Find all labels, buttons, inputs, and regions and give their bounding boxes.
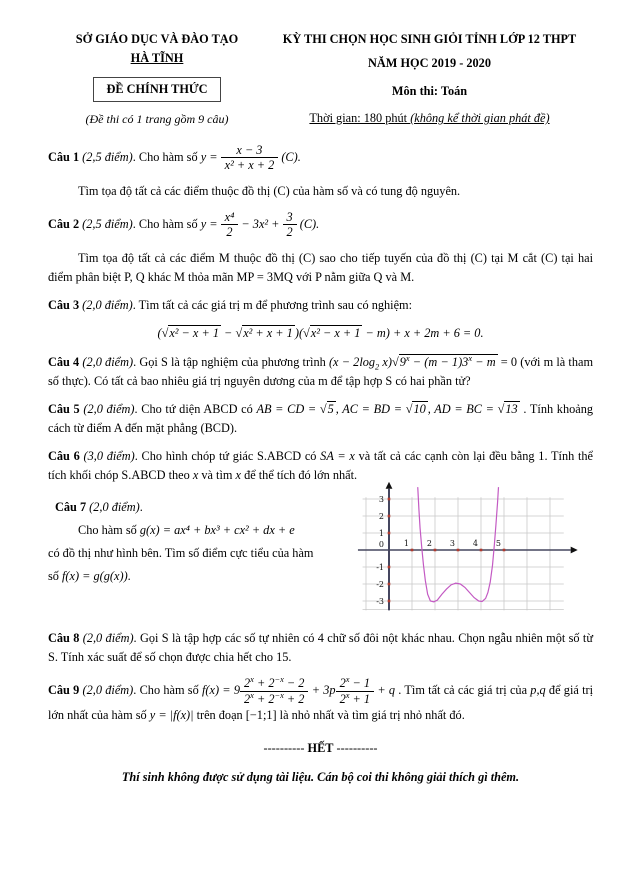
svg-text:2: 2	[426, 539, 432, 549]
q2-formula: y = $\frac{\text{x⁴}}{2}$ − 3x² + $\frac{3}{2}$ (C).	[200, 209, 320, 240]
subject: Môn thi: Toán	[391, 84, 468, 99]
q3-label: Câu 3	[48, 297, 80, 312]
svg-text:5: 5	[495, 539, 501, 549]
svg-text:-1: -1	[376, 563, 384, 573]
q6-label: Câu 6	[48, 449, 80, 464]
q9-label: Câu 9	[48, 683, 80, 698]
question-1-part2: Tìm tọa độ tất cả các điểm thuộc đồ thị (C) của hàm số và có tung độ nguyên.	[78, 183, 461, 198]
header-right	[266, 30, 593, 129]
school-year: NĂM HỌC 2019 - 2020	[368, 56, 491, 71]
q1-label: Câu 1	[48, 149, 80, 164]
q7-fx-formula: f(x) = g(g(x))	[62, 569, 128, 584]
header-left	[48, 30, 266, 129]
question-8: Câu 8 (2,0 điểm). Gọi S là tập hợp các số tự nhiên có 4 chữ số đôi nột khác nhau. Chọn ngẫu nhiên một số từ S. Tính xác suất để số chọn được chia hết cho 15.	[48, 631, 593, 665]
q7-gx-formula: g(x) = ax⁴ + bx³ + cx² + dx + e	[139, 523, 295, 538]
svg-text:4: 4	[472, 539, 478, 549]
question-4: Câu 4 (2,0 điểm). Gọi S là tập nghiệm của phương trình ($x - 2\log_2$ $x)√9^x - (m - 1)3^x - m = 0$ (với m là tham số thực). Có tất cả bao nhiêu giá trị nguyên dương của m để tập hợp S có hai phần tử?	[48, 353, 594, 389]
time-limit: Thời gian: 180 phút (không kể thời gian phát đề)	[309, 111, 550, 126]
svg-text:-2: -2	[376, 580, 384, 590]
q7-graph	[353, 482, 605, 614]
sqrt: √x² − x + 1	[161, 325, 219, 340]
q7-label: Câu 7	[55, 500, 87, 515]
official-exam-box: ĐỀ CHÍNH THỨC	[93, 77, 220, 102]
q8-label: Câu 8	[48, 631, 80, 646]
q1-formula: y = $\frac{x - 3}{\text{x² + x + 2}}$ (C).	[200, 142, 301, 173]
sqrt: $√9^x - (m - 1)3^x - m$	[391, 353, 496, 369]
q7-figure	[353, 482, 605, 620]
q5-formula: AB = CD = √5 , AC = BD = √10 , AD = BC = √13	[256, 402, 518, 417]
end-marker: ---------- HẾT ----------	[263, 741, 378, 756]
footer-note: Thí sinh không được sử dụng tài liệu. Cán bộ coi thi không giải thích gì thêm.	[121, 770, 520, 785]
question-5: Câu 5 (2,0 điểm). Cho tứ diện ABCD có AB = CD = √5 , AC = BD = √10 , AD = BC = √13 . Tính khoảng cách từ điểm A đến mặt phẳng (BCD).	[48, 402, 593, 436]
question-1: Câu 1 (2,5 điểm). Cho hàm số y = $\frac{x - 3}{\text{x² + x + 2}}$ (C).	[48, 142, 301, 173]
sqrt: √x² − x + 1	[303, 325, 361, 340]
q4-formula: ($x - 2\log_2$ $x)√9^x - (m - 1)3^x - m$	[328, 353, 496, 372]
question-2-part2: Tìm tọa độ tất cả các điểm M thuộc đồ thị (C) sao cho tiếp tuyến của đồ thị (C) tại M cắt (C) tại hai điểm phân biệt P, Q khác M thỏa mãn MP = 3MQ với P nằm giữa Q và M.	[48, 250, 593, 284]
header	[48, 30, 593, 129]
exam-title: KỲ THI CHỌN HỌC SINH GIỎI TỈNH LỚP 12 THPT	[282, 32, 577, 46]
svg-text:0: 0	[378, 540, 384, 550]
sqrt: √x² + x + 1	[235, 325, 293, 340]
svg-text:1: 1	[378, 529, 384, 539]
het-label: HẾT	[307, 741, 334, 756]
question-9: Câu 9 (2,0 điểm). Cho hàm số f(x) = 9 $\frac{2^x + 2^{-x} - 2}{2^x + 2^{-x} + 2}$ + 3p $\frac{2^x - 1}{2^x + 1}$ + q . Tìm tất cả các giá trị của p,q để giá trị lớn nhất của hàm số y = |f(x)| trên đoạn [−1;1] là nhỏ nhất và tìm giá trị nhỏ nhất đó.	[48, 675, 593, 723]
question-6: Câu 6 (3,0 điểm). Cho hình chóp tứ giác S.ABCD có SA = x và tất cả các cạnh còn lại đều bằng 1. Tính thể tích khối chóp S.ABCD theo x và tìm x để thể tích đó lớn nhất.	[48, 449, 594, 483]
svg-text:1: 1	[403, 539, 409, 549]
question-3: Câu 3 (2,0 điểm). Tìm tất cả các giá trị m để phương trình sau có nghiệm:	[48, 297, 413, 312]
page-count-note: (Đề thi có 1 trang gồm 9 câu)	[85, 112, 229, 127]
q5-label: Câu 5	[48, 402, 80, 417]
question-2: Câu 2 (2,5 điểm). Cho hàm số y = $\frac{\text{x⁴}}{2}$ − 3x² + $\frac{3}{2}$ (C).	[48, 209, 320, 240]
question-7: Câu 7 (2,0 điểm). Cho hàm số g(x) = ax⁴ + bx³ + cx² + dx + e có đồ thị như hình bên. Tìm số điểm cực tiểu của hàm số f(x) = g(g(x)).	[48, 500, 314, 584]
q2-label: Câu 2	[48, 216, 80, 231]
sqrt: √10	[405, 402, 426, 417]
department-name: SỞ GIÁO DỤC VÀ ĐÀO TẠO	[75, 32, 239, 46]
province-name: HÀ TĨNH	[130, 51, 184, 66]
sqrt: √5	[319, 402, 334, 417]
question-7-row	[48, 494, 593, 620]
q3-equation: (√x² − x + 1 − √x² + x + 1 )(√x² − x + 1 − m) + x + 2m + 6 = 0.	[157, 325, 484, 340]
q4-label: Câu 4	[48, 354, 80, 369]
q9-formula: f(x) = 9 $\frac{2^x + 2^{-x} - 2}{2^x + 2^{-x} + 2}$ + 3p $\frac{2^x - 1}{2^x + 1}$ + q	[201, 675, 396, 706]
svg-text:3: 3	[378, 495, 384, 505]
svg-text:2: 2	[378, 512, 384, 522]
sqrt: √13	[497, 402, 518, 417]
svg-text:3: 3	[449, 539, 455, 549]
svg-text:-3: -3	[376, 597, 384, 607]
